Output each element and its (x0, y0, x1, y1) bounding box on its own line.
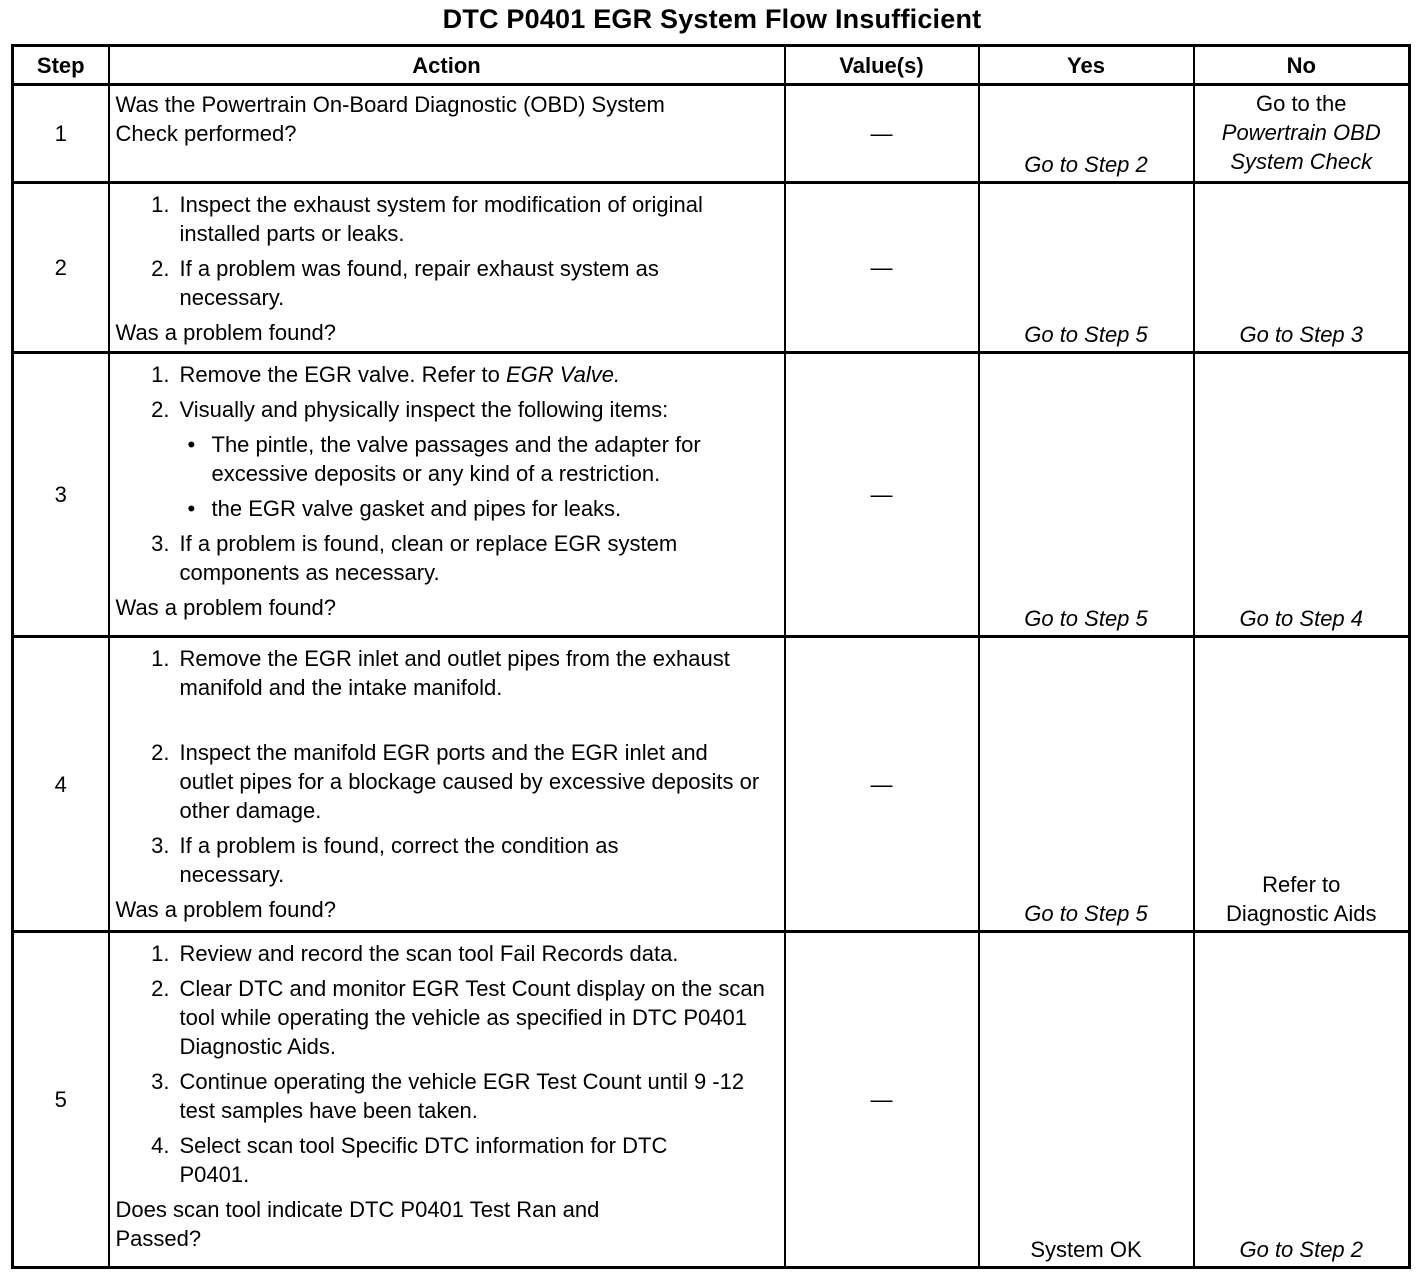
header-action: Action (109, 46, 785, 85)
step-number: 3 (13, 353, 109, 637)
no-cell: Go to Step 4 (1194, 353, 1410, 637)
list-item (116, 831, 700, 889)
step-number: 1 (13, 85, 109, 183)
list-number: 1. (151, 362, 170, 388)
action-cell (109, 931, 785, 1267)
header-step: Step (13, 46, 109, 85)
question-text: Was a problem found? (115, 595, 337, 621)
step-number: 2 (13, 183, 109, 353)
list-text: Review and record the scan tool Fail Records data. (179, 940, 679, 966)
action-list (116, 190, 756, 312)
list-number: 3. (151, 833, 170, 859)
value-cell: — (785, 183, 979, 353)
list-item (116, 738, 766, 825)
table-row (13, 85, 1410, 183)
header-values: Value(s) (785, 46, 979, 85)
list-number: 2. (151, 740, 170, 766)
action-cell (109, 353, 785, 637)
header-no: No (1194, 46, 1410, 85)
list-text: If a problem is found, correct the condition as necessary. (179, 833, 619, 888)
yes-cell: Go to Step 5 (979, 353, 1194, 637)
list-number: 1. (151, 646, 170, 672)
step-number: 5 (13, 931, 109, 1267)
bullet-icon: • (187, 432, 196, 458)
list-number: 2. (151, 397, 170, 423)
action-cell (109, 85, 785, 183)
list-number: 1. (151, 192, 170, 218)
action-list (116, 360, 780, 587)
bullet-text: the EGR valve gasket and pipes for leaks. (211, 496, 622, 522)
no-cell: Go to Step 2 (1194, 931, 1410, 1267)
no-link-text: Powertrain OBD System Check (1221, 120, 1381, 175)
list-number: 3. (151, 531, 170, 557)
bullet-icon: • (187, 496, 196, 522)
table-row (13, 637, 1410, 931)
table-row (13, 931, 1410, 1267)
bullet-text: The pintle, the valve passages and the adapter for excessive deposits or any kind of a restriction. (211, 432, 701, 487)
question-text: Does scan tool indicate DTC P0401 Test Ran and Passed? (115, 1196, 600, 1251)
list-item (116, 1131, 680, 1189)
list-number: 3. (151, 1068, 170, 1094)
action-list (116, 644, 766, 889)
question-text: Was a problem found? (115, 320, 337, 346)
table-row (13, 353, 1410, 637)
list-item (116, 254, 756, 312)
list-text: Remove the EGR valve. Refer to (179, 362, 500, 388)
yes-cell: Go to Step 5 (979, 637, 1194, 931)
list-number: 1. (151, 940, 170, 966)
list-text: If a problem is found, clean or replace EGR system components as necessary. (179, 531, 678, 586)
list-text: Visually and physically inspect the following items: (179, 397, 669, 423)
table-row (13, 183, 1410, 353)
list-text: If a problem was found, repair exhaust system as necessary. (179, 256, 659, 311)
no-cell: Refer to Diagnostic Aids (1194, 637, 1410, 931)
list-text: Inspect the exhaust system for modification of original installed parts or leaks. (179, 192, 703, 247)
action-cell (109, 637, 785, 931)
value-cell: — (785, 353, 979, 637)
question-text: Was the Powertrain On-Board Diagnostic (OBD) System Check performed? (115, 92, 665, 147)
no-cell (1194, 85, 1410, 183)
header-yes: Yes (979, 46, 1194, 85)
value-cell: — (785, 931, 979, 1267)
action-cell (109, 183, 785, 353)
bullet-item (180, 494, 750, 523)
page-title: DTC P0401 EGR System Flow Insufficient (442, 4, 982, 34)
list-item (116, 644, 766, 702)
action-list (116, 939, 776, 1189)
list-item (116, 360, 780, 389)
list-item (116, 395, 780, 523)
value-cell: — (785, 637, 979, 931)
list-item (116, 974, 776, 1061)
list-text: Clear DTC and monitor EGR Test Count display on the scan tool while operating the vehicle as specified in DTC P0401 Diagnostic Aids. (179, 975, 765, 1059)
list-number: 4. (151, 1132, 170, 1158)
list-number: 2. (151, 975, 170, 1001)
egr-valve-reference: EGR Valve. (505, 362, 621, 388)
list-text: Remove the EGR inlet and outlet pipes from the exhaust manifold and the intake manifold. (179, 646, 730, 701)
diagnostic-table (11, 44, 1411, 1269)
list-number: 2. (151, 256, 170, 282)
question-text: Was a problem found? (115, 897, 337, 923)
no-prefix: Go to the (1255, 91, 1347, 117)
list-text: Continue operating the vehicle EGR Test Count until 9 -12 test samples have been taken. (179, 1068, 745, 1123)
yes-cell: Go to Step 5 (979, 183, 1194, 353)
bullet-list (180, 430, 750, 523)
list-item (116, 939, 776, 968)
list-item (116, 190, 756, 248)
list-item (116, 1067, 776, 1125)
yes-cell: System OK (979, 931, 1194, 1267)
step-number: 4 (13, 637, 109, 931)
yes-cell: Go to Step 2 (979, 85, 1194, 183)
bullet-item (180, 430, 750, 488)
value-cell: — (785, 85, 979, 183)
list-text: Select scan tool Specific DTC information for DTC P0401. (179, 1132, 668, 1187)
list-item (116, 529, 770, 587)
no-cell: Go to Step 3 (1194, 183, 1410, 353)
list-text: Inspect the manifold EGR ports and the EGR inlet and outlet pipes for a blockage caused by excessive deposits or other damage. (179, 740, 760, 824)
table-header-row (13, 46, 1410, 85)
